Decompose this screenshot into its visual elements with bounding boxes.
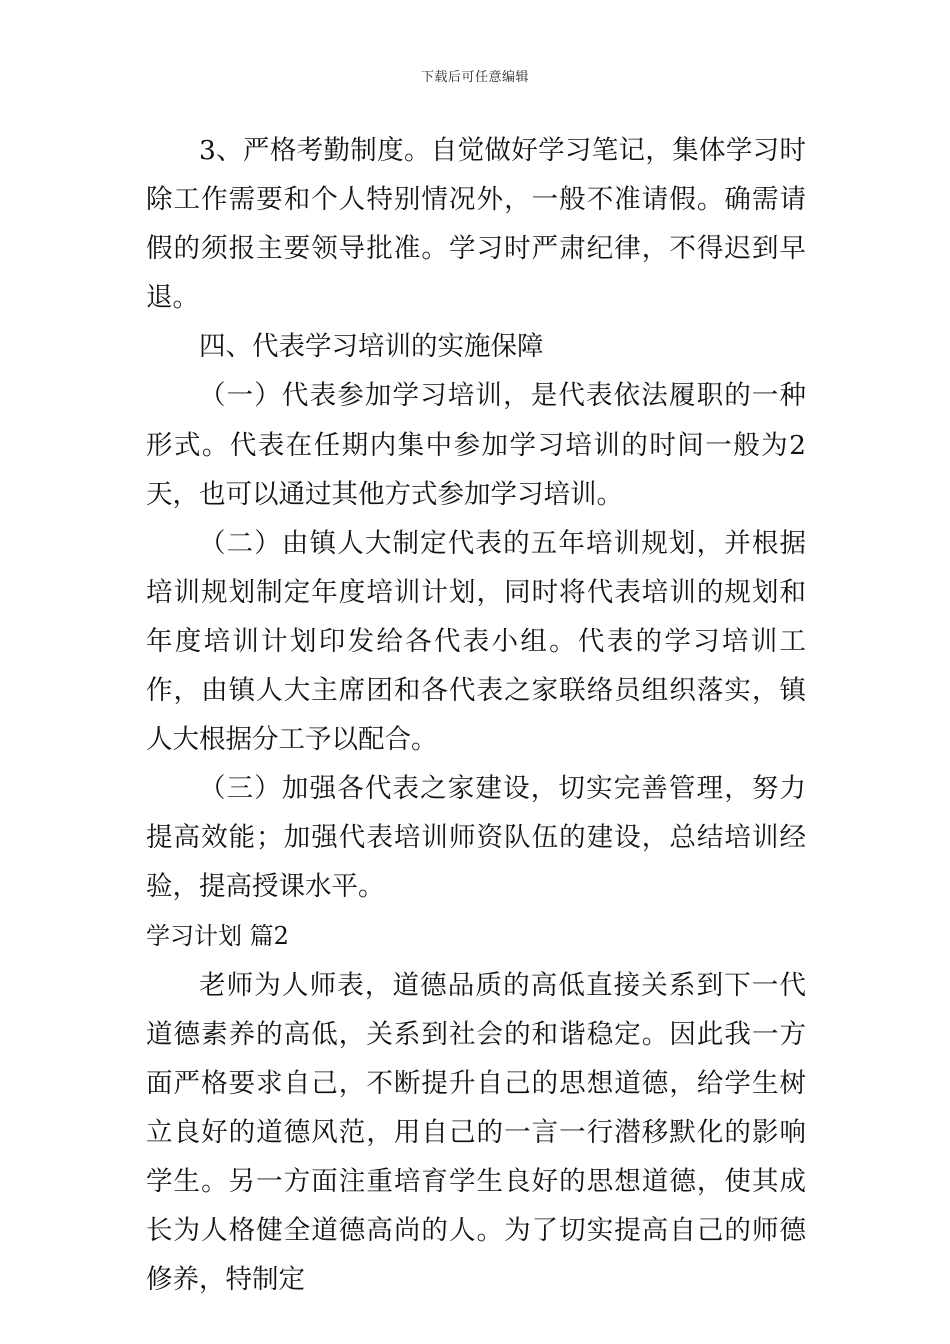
paragraph-teacher-ethics: 老师为人师表，道德品质的高低直接关系到下一代道德素养的高低，关系到社会的和谐稳定。因此我一方面严格要求自己，不断提升自己的思想道德，给学生树立良好的道德风范，用自己的一言一行潜移默化的影响学生。另一方面注重培育学生良好的思想道德，使其成长为人格健全道德高尚的人。为了切实提高自己的师德修养，特制定 xyxy=(146,969,806,1296)
document-body xyxy=(146,126,806,1304)
paragraph-item-1: （一）代表参加学习培训，是代表依法履职的一种形式。代表在任期内集中参加学习培训的时间一般为2天，也可以通过其他方式参加学习培训。 xyxy=(146,380,806,510)
paragraph-item-3: （三）加强各代表之家建设，切实完善管理，努力提高效能；加强代表培训师资队伍的建设，总结培训经验，提高授课水平。 xyxy=(146,773,806,903)
heading-implementation-guarantee: 四、代表学习培训的实施保障 xyxy=(199,331,544,363)
paragraph-item-2: （二）由镇人大制定代表的五年培训规划，并根据培训规划制定年度培训计划，同时将代表培训的规划和年度培训计划印发给各代表小组。代表的学习培训工作，由镇人大主席团和各代表之家联络员组织落实，镇人大根据分工予以配合。 xyxy=(146,527,806,756)
page-header: 下载后可任意编辑 xyxy=(420,70,529,85)
paragraph-attendance-rule: 3、严格考勤制度。自觉做好学习笔记，集体学习时除工作需要和个人特别情况外，一般不准请假。确需请假的须报主要领导批准。学习时严肃纪律，不得迟到早退。 xyxy=(146,135,806,314)
section-title-study-plan-2: 学习计划 篇2 xyxy=(146,921,289,950)
